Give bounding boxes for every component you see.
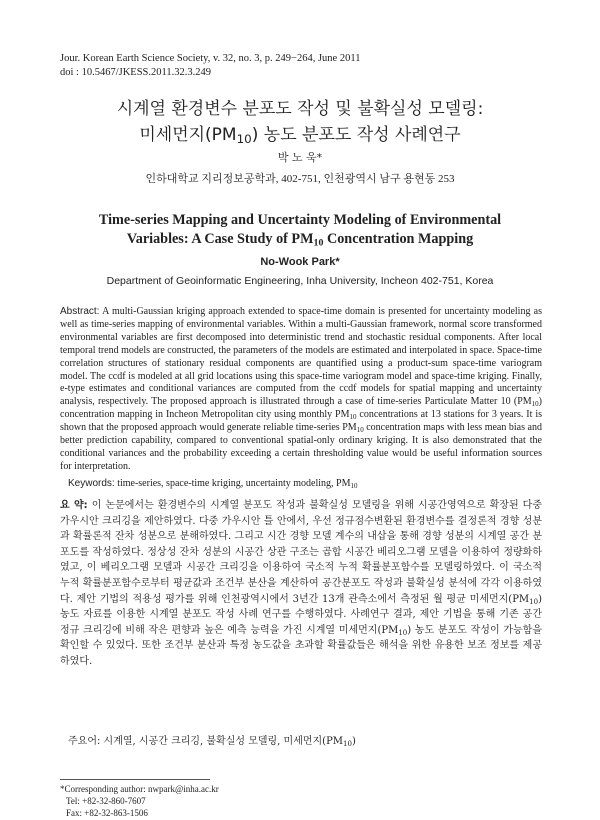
subscript: 10 (350, 481, 358, 490)
journal-citation (60, 52, 360, 80)
journal-reference: Jour. Korean Earth Science Society, v. 32, no. 3, p. 249−264, June 2011 (60, 53, 361, 64)
fax: Fax: +82-32-863-1506 (66, 808, 148, 818)
korean-abstract-text: ) 농도 분포도 작성이 가능함을 확인할 수 있었다. 또한 조건부 분산과 특정 농도값을 초과할 확률값들은 해석을 위한 유용한 보조 정보를 제공하였다. (60, 624, 542, 667)
korean-title (0, 96, 600, 148)
english-author: No-Wook Park* (260, 256, 340, 268)
abstract (60, 306, 542, 474)
doi: doi : 10.5467/JKESS.2011.32.3.249 (60, 67, 211, 78)
korean-abstract-text: 이 논문에서는 환경변수의 시계열 분포도 작성과 불확실성 모델링을 위해 시공간영역으로 확장된 다중 가우시안 크리깅을 제안하였다. 다중 가우시안 틀 안에서, 우선 정규점수변환된 환경변수를 결정론적 경향 성분과 확률론적 잔차 성분으로 분해하였다. 그리고 시간 경향 모델 계수의 내삽을 통해 경향 성분의 시계열 공간 분포도를 작성하였다. 정상성 잔차 성분의 시공간 상관 구조는 곱합 시공간 베리오그램 모델을 이용하여 정량화하였고, 이 베리오그램 모델과 시공간 크리깅을 이용하여 국소적 누적 확률분포함수를 모델링하였다. 이 국소적 누적 확률분포함수로부터 평균값과 조건부 분산을 계산하여 공간분포도 작성과 불확실성 분석에 각각 이용하였다. 제안 기법의 적용성 평가를 위해 인천광역시에서 3년간 13개 관측소에서 측정된 월 평균 미세먼지(PM (60, 500, 542, 605)
english-title (0, 211, 600, 249)
english-title-line2-text: Variables: A Case Study of PM (126, 231, 314, 247)
subscript: 10 (356, 425, 364, 434)
abstract-text: A multi-Gaussian kriging approach extended to space-time domain is presented for uncertainty modeling as well as time-series mapping of environmental variables. Within a multi-Gaussian framework, normal score transformed environmental variables are first decomposed into deterministic trend and stochastic residual components. After local temporal trend models are constructed, the parameters of the models are estimated and interpolated in space. Space-time correlation structures of stationary residual components are quantified using a product-sum space-time variogram model. The ccdf is modeled at all grid locations using this space-time variogram model and space-time kriging. Finally, e-type estimates and conditional variances are computed from the ccdf models for spatial mapping and uncertainty analysis, respectively. The proposed approach is illustrated through a case of time-series Particulate Matter 10 (PM (60, 306, 542, 408)
keywords-text: time-series, space-time kriging, uncertainty modeling, PM (114, 478, 351, 489)
korean-keywords-text: ) (351, 736, 356, 747)
abstract-text: concentrations at 13 stations for 3 years. It is shown that the proposed approach would generate reliable time-series PM (60, 409, 542, 434)
subscript: 10 (313, 237, 324, 249)
abstract-text: ) concentration mapping in Incheon Metropolitan city using monthly PM (60, 396, 542, 421)
english-affiliation: Department of Geoinformatic Engineering, Inha University, Incheon 402-751, Korea (106, 275, 494, 287)
subscript: 10 (236, 131, 252, 146)
korean-keywords-text: 시계열, 시공간 크리깅, 불확실성 모델링, 미세먼지(PM (100, 736, 344, 747)
korean-abstract (60, 498, 542, 670)
english-title-line1: Time-series Mapping and Uncertainty Modeling of Environmental (98, 212, 502, 228)
corresponding-author: *Corresponding author: nwpark@inha.ac.kr (60, 784, 219, 794)
subscript: 10 (529, 597, 539, 606)
korean-title-line2 (0, 122, 600, 148)
footnote (60, 783, 219, 819)
korean-title-line1: 시계열 환경변수 분포도 작성 및 불확실성 모델링: (116, 99, 484, 119)
keywords-label: Keywords: (68, 478, 115, 489)
abstract-label: Abstract: (60, 306, 100, 317)
korean-keywords (68, 732, 542, 747)
korean-affiliation: 인하대학교 지리정보공학과, 402-751, 인천광역시 남구 용현동 253 (145, 173, 455, 185)
korean-title-line2-text: ) 농도 분포도 작성 사례연구 (251, 125, 461, 145)
korean-author: 박 노 욱* (277, 151, 323, 164)
english-title-line2-text: Concentration Mapping (323, 231, 474, 247)
korean-abstract-label: 요 약: (60, 500, 88, 511)
subscript: 10 (343, 739, 352, 748)
subscript: 10 (349, 413, 357, 421)
english-title-line2 (0, 230, 600, 249)
telephone: Tel: +82-32-860-7607 (66, 796, 146, 806)
korean-keywords-label: 주요어: (68, 736, 101, 747)
keywords (68, 478, 542, 489)
abstract-text: concentration maps with less mean bias and better prediction capability, compared to conventional spatial-only ordinary kriging. It is also demonstrated that the conditional variances and the probability exceeding a certain thresholding value would be useful information sources for interpretation. (60, 422, 542, 472)
korean-title-line2-text: 미세먼지(PM (139, 125, 237, 145)
footnote-divider (60, 779, 210, 780)
subscript: 10 (531, 400, 539, 409)
korean-abstract-text: ) 농도 자료를 이용한 시계열 분포도 작성 사례 연구를 수행하였다. 사례연구 결과, 제안 기법을 통해 기존 공간 정규 크리깅에 비해 작은 편향과 높은 예측 능력을 가진 시계열 미세먼지(PM (60, 593, 542, 636)
subscript: 10 (398, 628, 408, 637)
